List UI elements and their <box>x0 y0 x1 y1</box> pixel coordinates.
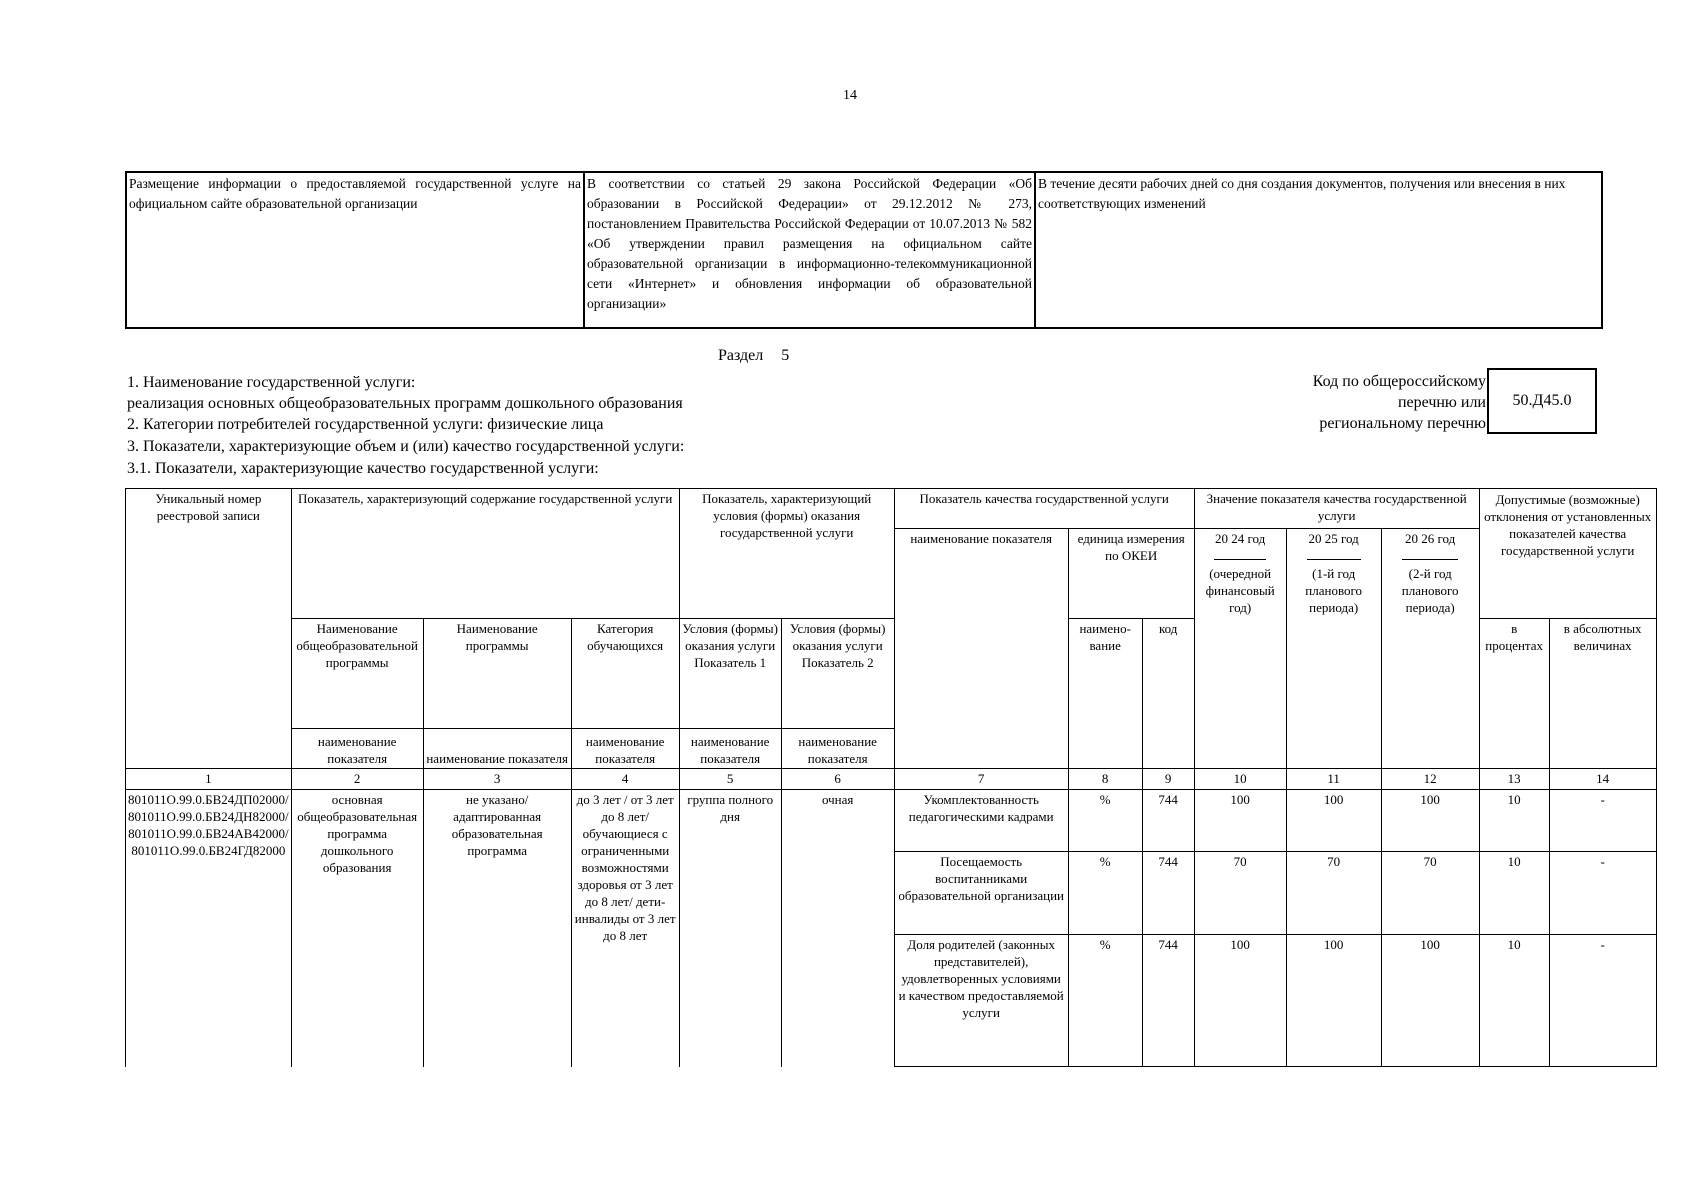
record-codes: 801011О.99.0.БВ24ДП02000/ 801011О.99.0.БВ24ДН82000/ 801011О.99.0.БВ24АВ42000/ 801011О.99.0.БВ24ГД82000 <box>126 790 292 1067</box>
header-year-2 <box>1286 529 1381 769</box>
deviation-absolute: - <box>1549 790 1656 852</box>
sub-indicator-name-6: наименование показателя <box>781 729 894 769</box>
indicators-heading: 3. Показатели, характеризующие объем и (или) качество государственной услуги: <box>127 438 685 455</box>
header-unit-code: код <box>1142 619 1194 769</box>
value-year-1: 70 <box>1194 852 1286 935</box>
value-year-2: 100 <box>1286 790 1381 852</box>
col-number: 13 <box>1479 769 1549 790</box>
year-1-desc: (очередной финансовый год) <box>1205 566 1275 615</box>
deviation-absolute: - <box>1549 935 1656 1067</box>
header-year-3 <box>1381 529 1479 769</box>
sub-indicator-name-5: наименование показателя <box>679 729 781 769</box>
quality-table <box>125 488 1657 1067</box>
header-unique-number: Уникальный номер реестровой записи <box>126 489 292 769</box>
value-year-2: 100 <box>1286 935 1381 1067</box>
unit-code: 744 <box>1142 935 1194 1067</box>
header-condition-2: Условия (формы) оказания услуги Показатель 2 <box>781 619 894 729</box>
service-name-label: 1. Наименование государственной услуги: <box>127 374 416 391</box>
col-number: 6 <box>781 769 894 790</box>
indicator-name: Доля родителей (законных представителей), удовлетворенных условиями и качеством предоставляемой услуги <box>894 935 1068 1067</box>
col-number: 10 <box>1194 769 1286 790</box>
info-frequency: В течение десяти рабочих дней со дня создания документов, получения или внесения в них соответствующих изменений <box>1035 172 1602 328</box>
value-year-3: 100 <box>1381 935 1479 1067</box>
section-title <box>718 347 789 365</box>
table-row <box>126 790 1657 852</box>
col-number: 5 <box>679 769 781 790</box>
unit-name: % <box>1068 790 1142 852</box>
deviation-percent: 10 <box>1479 790 1549 852</box>
value-year-3: 70 <box>1381 852 1479 935</box>
year-3-underline <box>1402 547 1458 560</box>
program-value: не указано/ адаптированная образовательная программа <box>423 790 571 1067</box>
value-year-3: 100 <box>1381 790 1479 852</box>
code-label-line3: региональному перечню <box>1319 415 1486 432</box>
header-unit-okei: единица измерения по ОКЕИ <box>1068 529 1194 619</box>
consumer-category: 2. Категории потребителей государственной услуги: физические лица <box>127 416 604 433</box>
col-number: 8 <box>1068 769 1142 790</box>
header-unit-name: наимено-вание <box>1068 619 1142 769</box>
col-number: 11 <box>1286 769 1381 790</box>
condition-2-value: очная <box>781 790 894 1067</box>
service-name-value: реализация основных общеобразовательных программ дошкольного образования <box>127 395 683 412</box>
page-number: 14 <box>843 88 857 103</box>
col-number: 2 <box>291 769 423 790</box>
value-year-2: 70 <box>1286 852 1381 935</box>
unit-name: % <box>1068 852 1142 935</box>
program-name-value: основная общеобразовательная программа дошкольного образования <box>291 790 423 1067</box>
header-content-indicator: Показатель, характеризующий содержание государственной услуги <box>291 489 679 619</box>
year-2-desc: (1-й год планового периода) <box>1305 566 1363 615</box>
deviation-absolute: - <box>1549 852 1656 935</box>
value-year-1: 100 <box>1194 790 1286 852</box>
code-label-line2: перечню или <box>1397 394 1486 411</box>
header-year-1 <box>1194 529 1286 769</box>
year-1-underline <box>1214 547 1266 560</box>
year-1-label: 20 24 год <box>1215 531 1266 546</box>
sub-indicator-name-4: наименование показателя <box>571 729 679 769</box>
header-deviation: Допустимые (возможные) отклонения от установленных показателей качества государственной услуги <box>1479 489 1656 619</box>
header-deviation-absolute: в абсолютных величинах <box>1549 619 1656 769</box>
header-conditions-indicator: Показатель, характеризующий условия (формы) оказания государственной услуги <box>679 489 894 619</box>
indicator-name: Укомплектованность педагогическими кадрами <box>894 790 1068 852</box>
info-table <box>125 171 1603 329</box>
year-2-label: 20 25 год <box>1308 531 1359 546</box>
header-category: Категория обучающихся <box>571 619 679 729</box>
header-deviation-percent: в процентах <box>1479 619 1549 769</box>
deviation-percent: 10 <box>1479 935 1549 1067</box>
condition-1-value: группа полного дня <box>679 790 781 1067</box>
category-value: до 3 лет / от 3 лет до 8 лет/ обучающиеся с ограниченными возможностями здоровья от 3 лет до 8 лет/ дети-инвалиды от 3 лет до 8 лет <box>571 790 679 1067</box>
column-number-row <box>126 769 1657 790</box>
header-quality-values: Значение показателя качества государственной услуги <box>1194 489 1479 529</box>
header-condition-1: Условия (формы) оказания услуги Показатель 1 <box>679 619 781 729</box>
header-program-name: Наименование общеобразовательной программы <box>291 619 423 729</box>
col-number: 4 <box>571 769 679 790</box>
year-2-underline <box>1307 547 1361 560</box>
quality-indicators-heading: 3.1. Показатели, характеризующие качество государственной услуги: <box>127 460 599 477</box>
unit-name: % <box>1068 935 1142 1067</box>
col-number: 9 <box>1142 769 1194 790</box>
deviation-percent: 10 <box>1479 852 1549 935</box>
header-program: Наименование программы <box>423 619 571 729</box>
value-year-1: 100 <box>1194 935 1286 1067</box>
info-what: Размещение информации о предоставляемой государственной услуге на официальном сайте образовательной организации <box>126 172 584 328</box>
unit-code: 744 <box>1142 852 1194 935</box>
col-number: 14 <box>1549 769 1656 790</box>
year-3-label: 20 26 год <box>1405 531 1456 546</box>
section-number: 5 <box>781 347 790 364</box>
section-label: Раздел <box>718 347 764 364</box>
year-3-desc: (2-й год планового периода) <box>1401 566 1459 615</box>
header-quality-indicator: Показатель качества государственной услуги <box>894 489 1194 529</box>
sub-indicator-name-3: наименование показателя <box>423 729 571 769</box>
col-number: 7 <box>894 769 1068 790</box>
info-basis: В соответствии со статьей 29 закона Российской Федерации «Об образовании в Российской Федерации» от 29.12.2012 № 273, постановлением Правительства Российской Федерации от 10.07.2013 № 582 «Об утверждении правил размещения на официальном сайте образовательной организации в информационно-телекоммуникационной сети «Интернет» и обновления информации об образовательной организации» <box>584 172 1035 328</box>
service-code-box: 50.Д45.0 <box>1487 368 1597 434</box>
code-label-line1: Код по общероссийскому <box>1312 373 1486 390</box>
col-number: 12 <box>1381 769 1479 790</box>
header-indicator-name: наименование показателя <box>894 529 1068 769</box>
col-number: 3 <box>423 769 571 790</box>
col-number: 1 <box>126 769 292 790</box>
sub-indicator-name-2: наименование показателя <box>291 729 423 769</box>
code-label <box>1190 371 1486 434</box>
unit-code: 744 <box>1142 790 1194 852</box>
indicator-name: Посещаемость воспитанниками образовательной организации <box>894 852 1068 935</box>
